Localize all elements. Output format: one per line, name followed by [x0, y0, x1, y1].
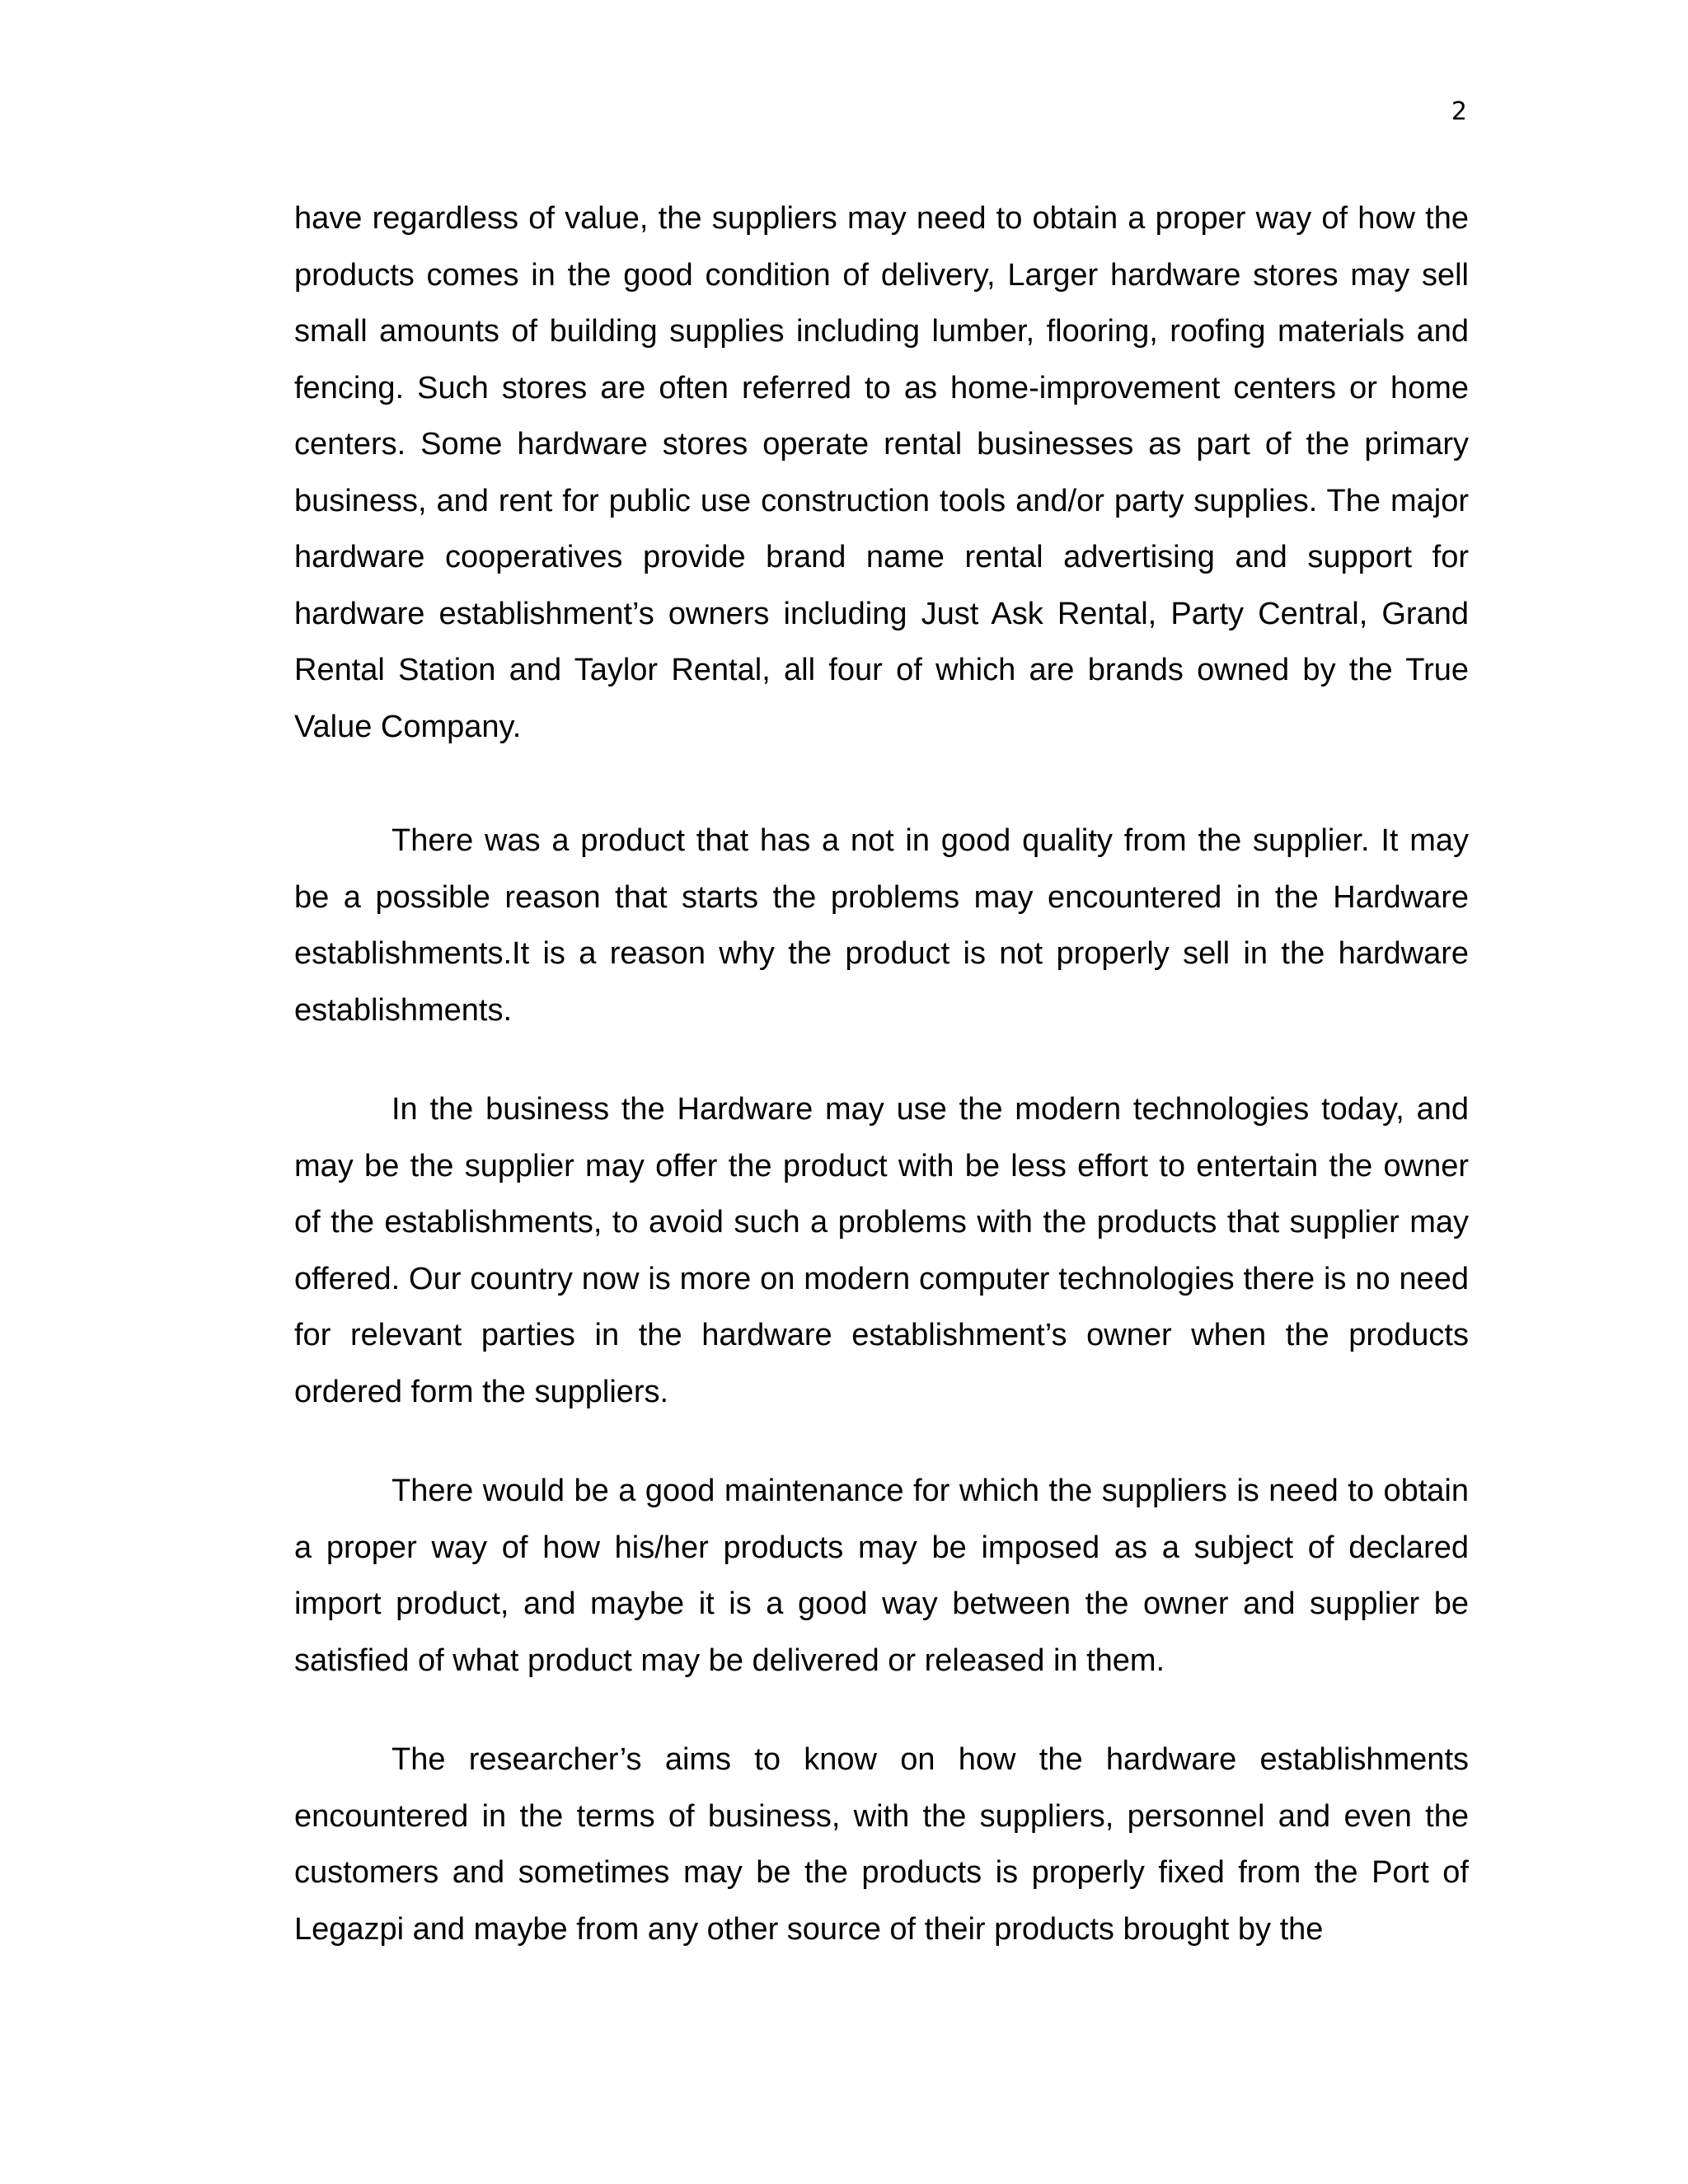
paragraph-maintenance: There would be a good maintenance for which the suppliers is need to obtain a proper way of how his/her products may be imposed as a subject of declared import product, and maybe it is a good way between the owner and supplier be satisfied of what product may be delivered or released in them.: [294, 1474, 1469, 1678]
paragraph-product-quality: There was a product that has a not in good quality from the supplier. It may be a possible reason that starts the problems may encountered in the Hardware establishments.It is a reason why the product is not properly sell in the hardware establishments.: [294, 823, 1469, 1028]
document-body: [294, 190, 1469, 1957]
paragraph-researcher-aims: The researcher’s aims to know on how the hardware establishments encountered in the terms of business, with the suppliers, personnel and even the customers and sometimes may be the products is properly fixed from the Port of Legazpi and maybe from any other source of their products brought by the: [294, 1742, 1469, 1947]
page-number: 2: [1451, 97, 1467, 126]
paragraph-modern-technologies: In the business the Hardware may use the modern technologies today, and may be the supplier may offer the product with be less effort to entertain the owner of the establishments, to avoid such a problems with the products that supplier may offered. Our country now is more on modern computer technologies there is no need for relevant parties in the hardware establishment’s owner when the products ordered form the suppliers.: [294, 1092, 1469, 1409]
paragraph-continuation: have regardless of value, the suppliers may need to obtain a proper way of how the products comes in the good condition of delivery, Larger hardware stores may sell small amounts of building supplies including lumber, flooring, roofing materials and fencing. Such stores are often referred to as home-improvement centers or home centers. Some hardware stores operate rental businesses as part of the primary business, and rent for public use construction tools and/or party supplies. The major hardware cooperatives provide brand name rental advertising and support for hardware establishment’s owners including Just Ask Rental, Party Central, Grand Rental Station and Taylor Rental, all four of which are brands owned by the True Value Company.: [294, 201, 1469, 744]
